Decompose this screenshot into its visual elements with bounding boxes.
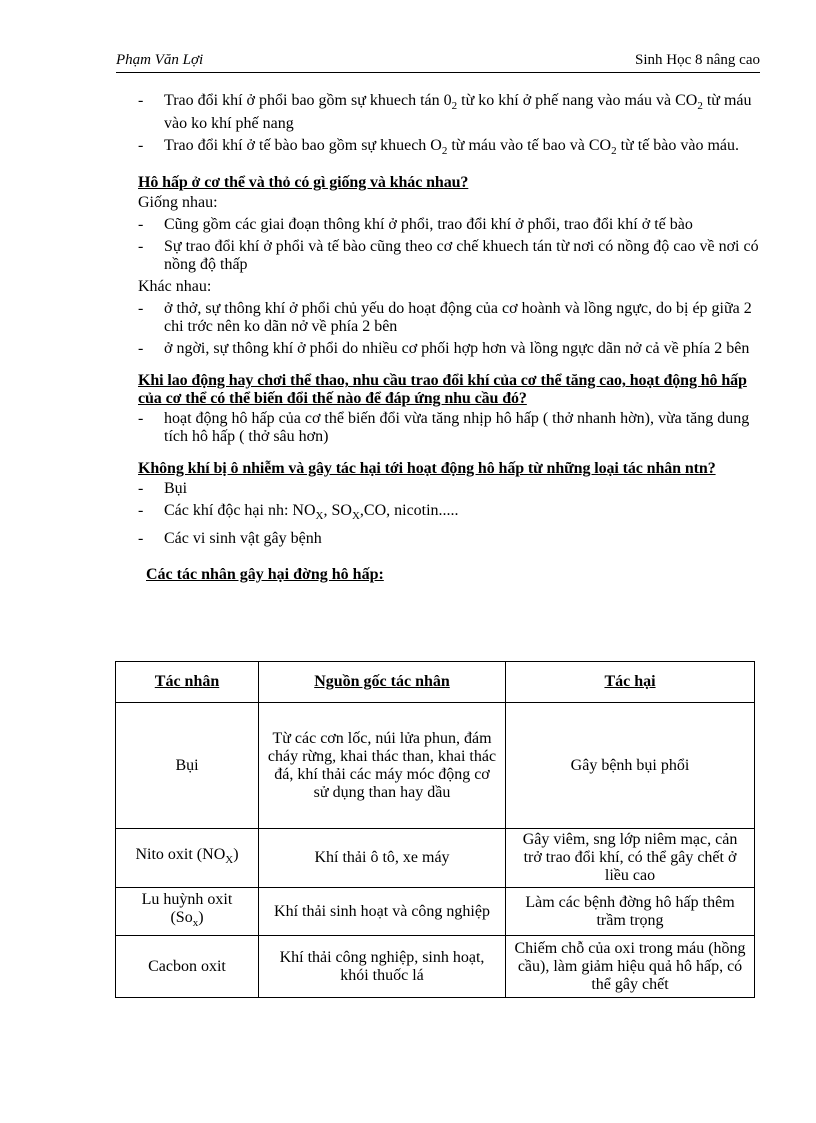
- table-row: [116, 936, 755, 998]
- column-header: Tác nhân: [116, 662, 259, 703]
- different-list: [138, 300, 768, 358]
- list-item: - hoạt động hô hấp của cơ thể biến đổi vừa tăng nhịp hô hấp ( thở nhanh hờn), vừa tăng dung tích hô hấp ( thở sâu hơn): [138, 410, 768, 446]
- harm-cell: Gây viêm, sng lớp niêm mạc, cản trở trao đổi khí, có thể gây chết ở liều cao: [506, 829, 755, 888]
- section2-question: Khi lao động hay chơi thể thao, nhu cầu trao đổi khí của cơ thể tăng cao, hoạt động hô hấp của cơ thể có thể biến đổi thế nào để đáp ứng nhu cầu đó?: [138, 372, 747, 408]
- list-item: - ở ngời, sự thông khí ở phổi do nhiều cơ phối hợp hơn và lồng ngực dãn nở cả về phía 2 bên: [138, 340, 768, 358]
- table-row: [116, 888, 755, 936]
- column-header: Tác hại: [506, 662, 755, 703]
- section3-question: Không khí bị ô nhiễm và gây tác hại tới hoạt động hô hấp từ những loại tác nhân ntn?: [138, 460, 716, 478]
- different-label: Khác nhau:: [138, 278, 212, 296]
- header-subject: Sinh Học 8 nâng cao: [635, 52, 760, 68]
- source-cell: Từ các cơn lốc, núi lửa phun, đám cháy rừng, khai thác than, khai thác đá, khí thải các máy móc động cơ sử dụng than hay dầu: [259, 703, 506, 829]
- header-author: Phạm Văn Lợi: [116, 52, 204, 68]
- section3-items: [138, 480, 768, 547]
- agent-cell: Bụi: [116, 703, 259, 829]
- list-item: - Các khí độc hại nh: $NO_X$, $SO_X,CO$, nicotin.....: [138, 502, 768, 525]
- harm-cell: Gây bệnh bụi phổi: [506, 703, 755, 829]
- list-item: - Sự trao đổi khí ở phổi và tế bào cũng theo cơ chế khuech tán từ nơi có nồng độ cao về nơi có nồng độ thấp: [138, 238, 768, 274]
- harm-cell: Làm các bệnh đờng hô hấp thêm trầm trọng: [506, 888, 755, 936]
- list-item: - Các vi sinh vật gây bệnh: [138, 530, 768, 548]
- list-item: - Bụi: [138, 480, 768, 498]
- list-item: - Trao đổi khí ở tế bào bao gồm sự khuech $O_2$ từ máu vào tế bao và $CO_2$ từ tế bào vào máu.: [138, 137, 768, 160]
- source-cell: Khí thải công nghiệp, sinh hoạt, khói thuốc lá: [259, 936, 506, 998]
- list-item: - Cũng gồm các giai đoạn thông khí ở phổi, trao đổi khí ở phổi, trao đổi khí ở tế bào: [138, 216, 768, 234]
- similar-list: [138, 216, 768, 274]
- agent-cell: Nito oxit $(NO_X)$: [116, 829, 259, 888]
- similar-label: Giống nhau:: [138, 194, 218, 212]
- section2-answers: [138, 410, 768, 446]
- intro-bullets: [138, 92, 768, 160]
- agent-cell: Lu huỳnh oxit $(So_x)$: [116, 888, 259, 936]
- page-header: [116, 52, 760, 73]
- list-item: - Trao đổi khí ở phổi bao gồm sự khuech tán $0_2$ từ ko khí ở phế nang vào máu và $CO_2$ từ máu vào ko khí phế nang: [138, 92, 768, 133]
- table-row: [116, 829, 755, 888]
- table-row: [116, 703, 755, 829]
- content: [138, 92, 768, 600]
- source-cell: Khí thải ô tô, xe máy: [259, 829, 506, 888]
- table-header-row: [116, 662, 755, 703]
- column-header: Nguồn gốc tác nhân: [259, 662, 506, 703]
- harm-cell: Chiếm chỗ của oxi trong máu (hồng cầu), làm giảm hiệu quả hô hấp, có thể gây chết: [506, 936, 755, 998]
- list-item: - ở thở, sự thông khí ở phổi chủ yếu do hoạt động của cơ hoành và lồng ngực, do bị ép giữa 2 chi trớc nên ko dãn nở về phía 2 bên: [138, 300, 768, 336]
- source-cell: Khí thải sinh hoạt và công nghiệp: [259, 888, 506, 936]
- section1-question: Hô hấp ở cơ thể và thỏ có gì giống và khác nhau?: [138, 174, 469, 192]
- table-title: Các tác nhân gây hại đờng hô hấp:: [146, 565, 384, 583]
- agent-cell: Cacbon oxit: [116, 936, 259, 998]
- agents-table: [115, 661, 755, 998]
